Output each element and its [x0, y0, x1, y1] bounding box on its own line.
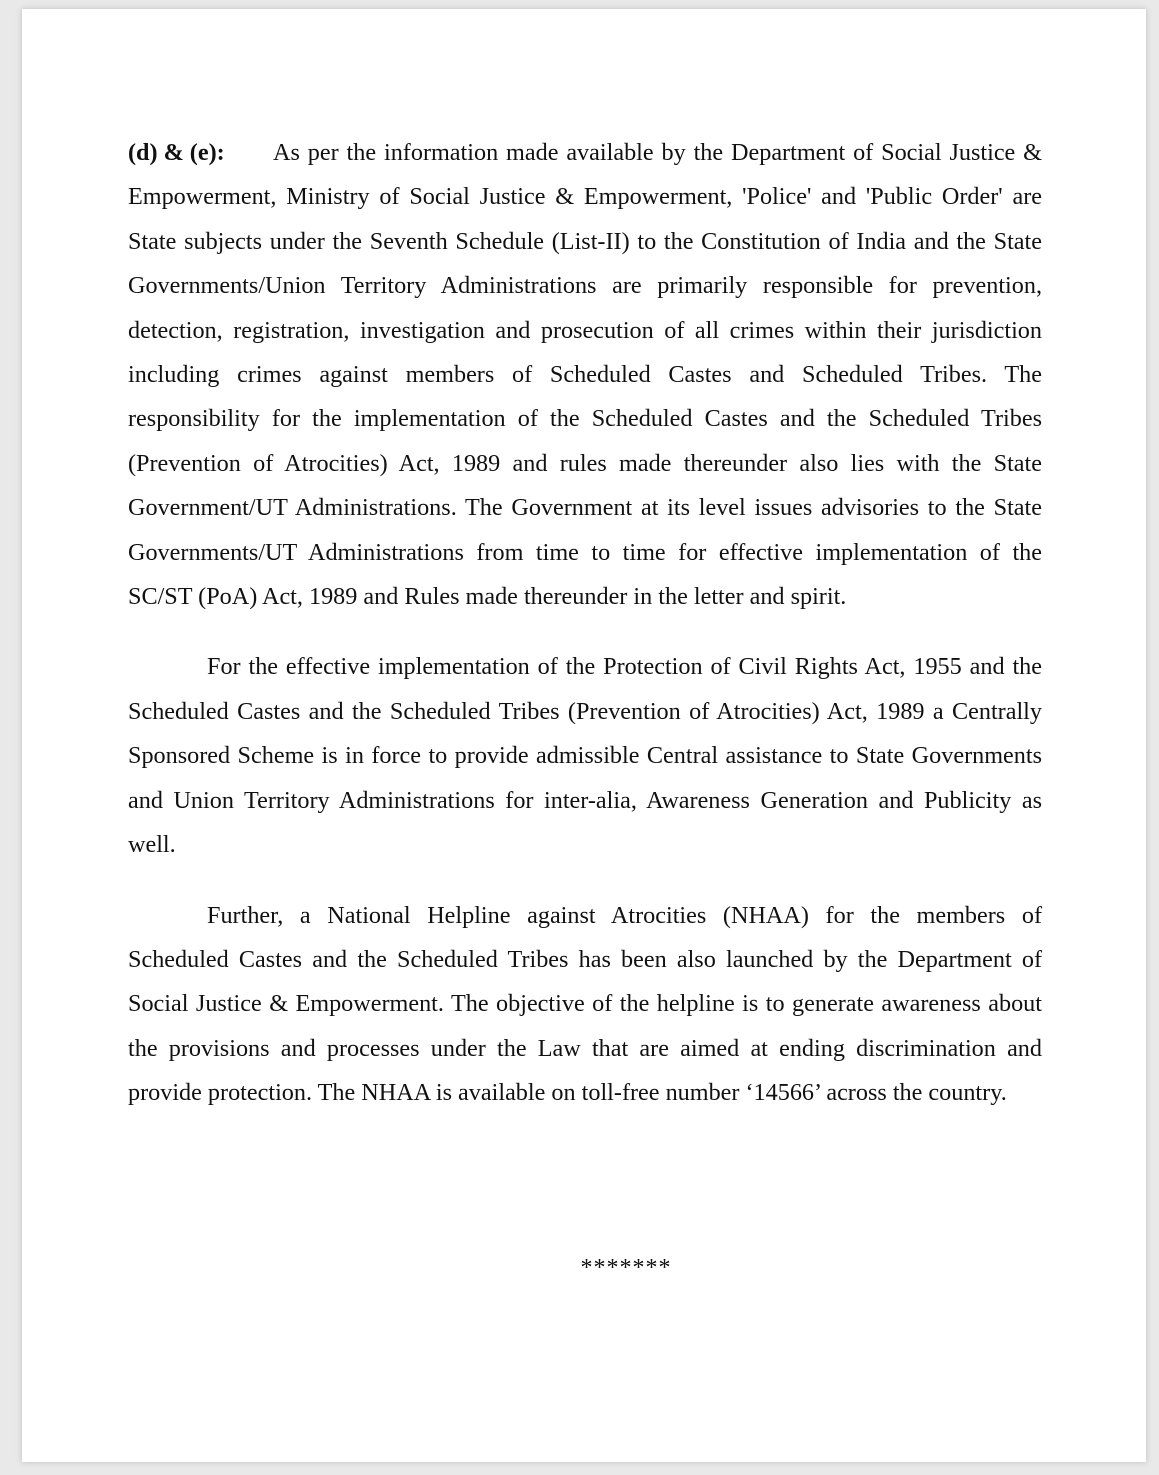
- end-of-document-mark: *******: [580, 1255, 672, 1281]
- paragraph-centrally-sponsored-scheme: For the effective implementation of the Protection of Civil Rights Act, 1955 and the Scheduled Castes and the Scheduled Tribes (Prevention of Atrocities) Act, 1989 a Centrally Sponsored Scheme is in force to provide admissible Central assistance to State Governments and Union Territory Administrations for inter-alia, Awareness Generation and Publicity as well.: [128, 653, 1042, 859]
- paragraph-label: (d) & (e):: [128, 139, 225, 166]
- document-page: [22, 9, 1146, 1462]
- document-body: [128, 131, 1042, 1116]
- paragraph-d-e: [128, 131, 1042, 619]
- paragraph-national-helpline: Further, a National Helpline against Atrocities (NHAA) for the members of Scheduled Castes and the Scheduled Tribes has been also launched by the Department of Social Justice & Empowerment. The objective of the helpline is to generate awareness about the provisions and processes under the Law that are aimed at ending discrimination and provide protection. The NHAA is available on toll-free number ‘14566’ across the country.: [128, 901, 1042, 1107]
- paragraph-d-e-text: As per the information made available by the Department of Social Justice & Empowerment, Ministry of Social Justice & Empowerment, 'Police' and 'Public Order' are State subjects under the Seventh Schedule (List-II) to the Constitution of India and the State Governments/Union Territory Administrations are primarily responsible for prevention, detection, registration, investigation and prosecution of all crimes within their jurisdiction including crimes against members of Scheduled Castes and Scheduled Tribes. The responsibility for the implementation of the Scheduled Castes and the Scheduled Tribes (Prevention of Atrocities) Act, 1989 and rules made thereunder also lies with the State Government/UT Administrations. The Government at its level issues advisories to the State Governments/UT Administrations from time to time for effective implementation of the SC/ST (PoA) Act, 1989 and Rules made thereunder in the letter and spirit.: [128, 139, 1042, 611]
